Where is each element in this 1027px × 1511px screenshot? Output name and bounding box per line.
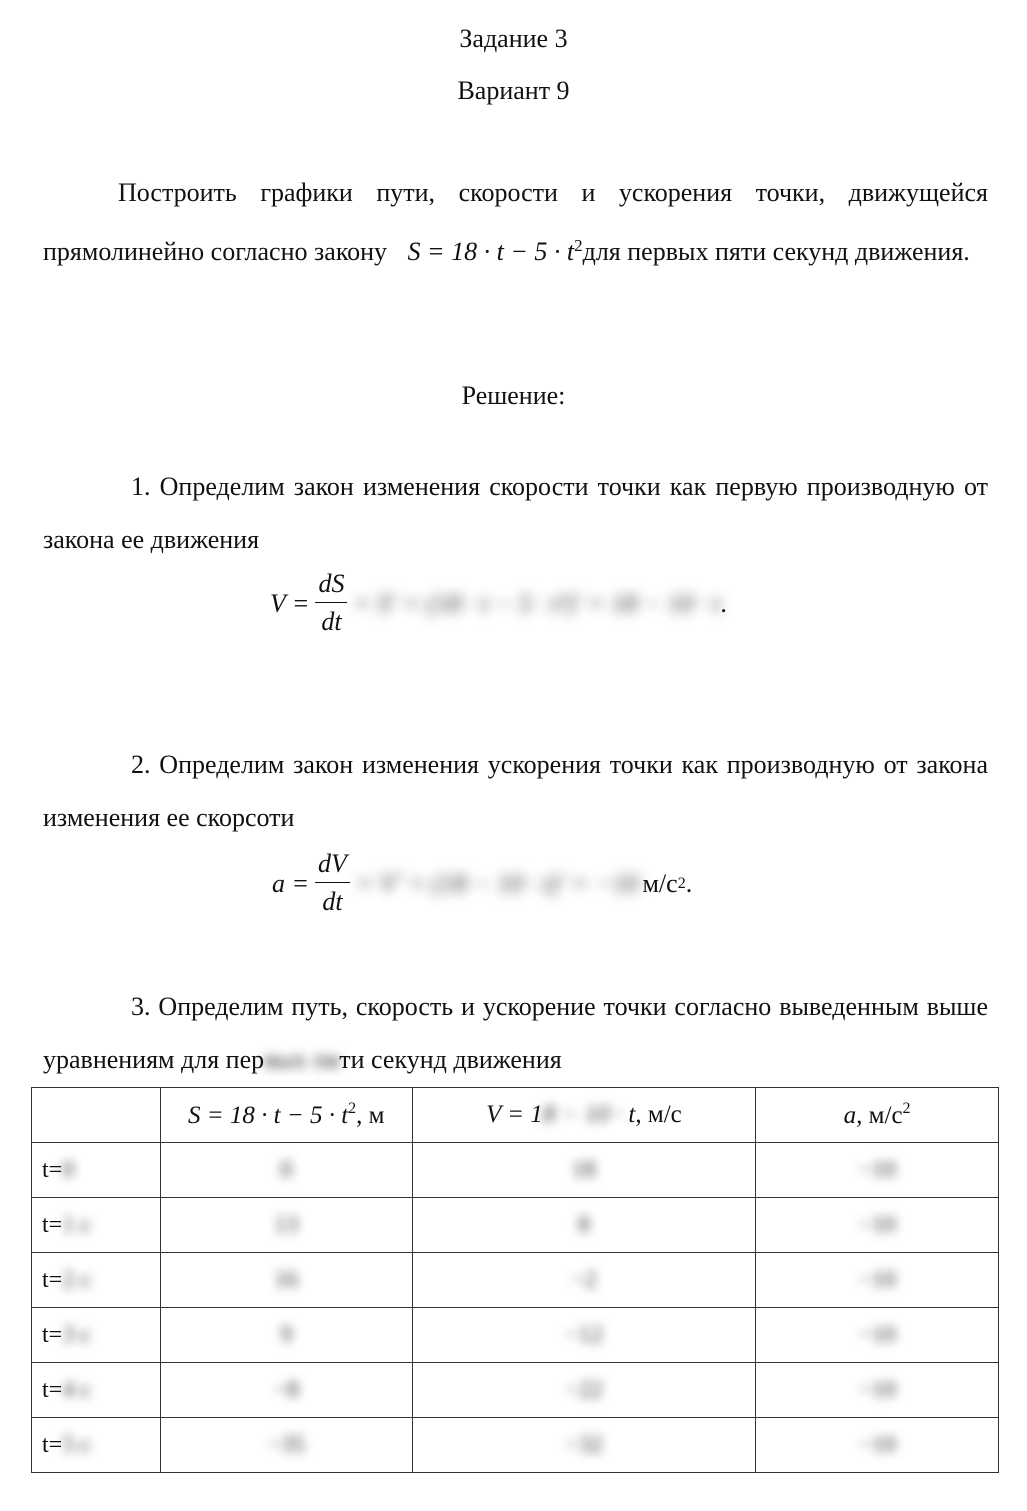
table-row: t=4 с −8 −22 −10 <box>32 1363 999 1418</box>
step3-redacted: вых пя <box>264 1045 340 1074</box>
table-row: t=0 0 18 −10 <box>32 1143 999 1198</box>
problem-text-after: для первых пяти секунд движения. <box>582 237 970 266</box>
problem-text-before: Построить графики пути, скорости и ускорения точки, движущейся прямолинейно согласно закону <box>43 178 988 266</box>
velocity-formula: V = $\frac{dS}{dt}$ = S′ = (18 · t − 5 · t²)′ = 18 − 10 · t . <box>270 569 727 636</box>
table-header-row <box>32 1088 999 1143</box>
results-table <box>31 1087 999 1473</box>
table-row: t=3 с 9 −12 −10 <box>32 1308 999 1363</box>
motion-law: $S = 18 \cdot t - 5 \cdot t^2$ <box>407 236 583 266</box>
variant-title: Вариант 9 <box>457 76 570 105</box>
step2-text: 2. Определим закон изменения ускорения точки как производную от закона изменения ее скорсоти <box>43 750 988 832</box>
header-empty <box>32 1088 161 1143</box>
header-path: $S = 18 \cdot t - 5 \cdot t^2$, м <box>160 1088 412 1143</box>
step3-text: 3. Определим путь, скорость и ускорение точки согласно выведенным выше уравнениям для первых пяти секунд движения <box>43 992 988 1074</box>
velocity-derivation-redacted: = S′ = (18 · t − 5 · t²)′ = 18 − 10 · t <box>353 588 721 618</box>
table-row: t=5 с −35 −32 −10 <box>32 1418 999 1473</box>
task-title: Задание 3 <box>459 24 568 53</box>
table-row: t=2 с 16 −2 −10 <box>32 1253 999 1308</box>
problem-statement <box>43 166 988 278</box>
step1-text: 1. Определим закон изменения скорости точки как первую производную от закона ее движения <box>43 472 988 554</box>
acceleration-derivation-redacted: = V′ = (18 − 10 · t)′ = −10 <box>355 868 639 898</box>
table-row: t=1 с 13 8 −10 <box>32 1198 999 1253</box>
header-velocity: V = 18 − 10 · t, м/с <box>412 1088 756 1143</box>
solution-heading: Решение: <box>461 381 566 410</box>
header-acceleration: a, $м/с^2$ <box>756 1088 999 1143</box>
acceleration-formula: a = $\frac{dV}{dt}$ = V′ = (18 − 10 · t)′ = −10 м/с 2 . <box>272 849 693 916</box>
